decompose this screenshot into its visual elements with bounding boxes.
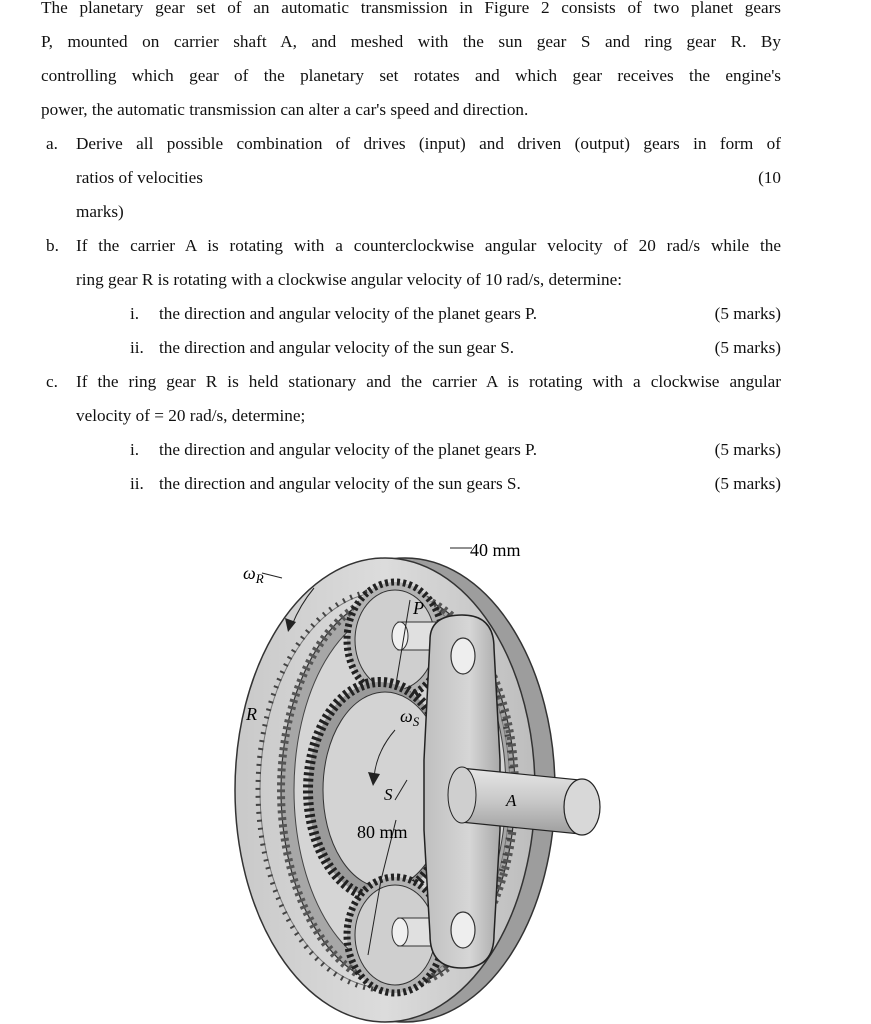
part-b-line-2: ring gear R is rotating with a clockwise angular velocity of 10 rad/s, determine:	[76, 270, 623, 289]
dim-40-label: 40 mm	[470, 540, 521, 560]
omega-s-symbol: ω	[400, 706, 413, 726]
part-a-line-3: marks)	[76, 202, 124, 221]
intro-line-2: P, mounted on carrier shaft A, and meshed with the sun gear S and ring gear R. By	[41, 32, 781, 51]
part-b-item-2-num: ii.	[130, 338, 144, 357]
part-b-item-1-text: the direction and angular velocity of the planet gears P.	[159, 304, 537, 323]
part-b-label: b.	[46, 236, 59, 255]
part-c-item-1-num: i.	[130, 440, 140, 459]
part-c-item-1-text: the direction and angular velocity of the planet gears P.	[159, 440, 537, 459]
part-b-line-1: If the carrier A is rotating with a counterclockwise angular velocity of 20 rad/s while the	[76, 236, 781, 255]
part-b-item-2-text: the direction and angular velocity of the sun gear S.	[159, 338, 515, 357]
intro-line-1: The planetary gear set of an automatic transmission in Figure 2 consists of two planet gears	[41, 0, 781, 17]
part-a-line-2: ratios of velocities	[76, 168, 203, 187]
dim-80-label: 80 mm	[357, 822, 408, 842]
part-b-item-1-marks: (5 marks)	[714, 304, 781, 323]
label-r: R	[246, 704, 257, 724]
omega-r-subscript: R	[255, 571, 264, 586]
omega-r-symbol: ω	[243, 563, 256, 583]
part-a-line-1: Derive all possible combination of drives (input) and driven (output) gears in form of	[76, 134, 781, 153]
part-c-label: c.	[46, 372, 58, 391]
part-a-marks-open: (10	[758, 168, 781, 187]
part-b-item-1-num: i.	[130, 304, 140, 323]
part-b-item-2-marks: (5 marks)	[714, 338, 781, 357]
label-s: S	[384, 785, 393, 804]
label-p: P	[413, 598, 424, 618]
part-c-item-2-num: ii.	[130, 474, 144, 493]
omega-r-label	[243, 563, 264, 586]
omega-s-subscript: S	[412, 714, 420, 729]
intro-line-3: controlling which gear of the planetary set rotates and which gear receives the engine's	[41, 66, 781, 85]
part-c-item-2-marks: (5 marks)	[714, 474, 781, 493]
intro-line-4: power, the automatic transmission can alter a car's speed and direction.	[41, 100, 529, 119]
planetary-gear-figure	[0, 520, 871, 1024]
part-a-label: a.	[46, 134, 58, 153]
label-a: A	[506, 791, 517, 810]
part-c-line-2: velocity of = 20 rad/s, determine;	[76, 406, 306, 425]
part-c-item-2-text: the direction and angular velocity of the sun gears S.	[159, 474, 521, 493]
part-c-line-1: If the ring gear R is held stationary and the carrier A is rotating with a clockwise angular	[76, 372, 781, 391]
part-c-item-1-marks: (5 marks)	[714, 440, 781, 459]
